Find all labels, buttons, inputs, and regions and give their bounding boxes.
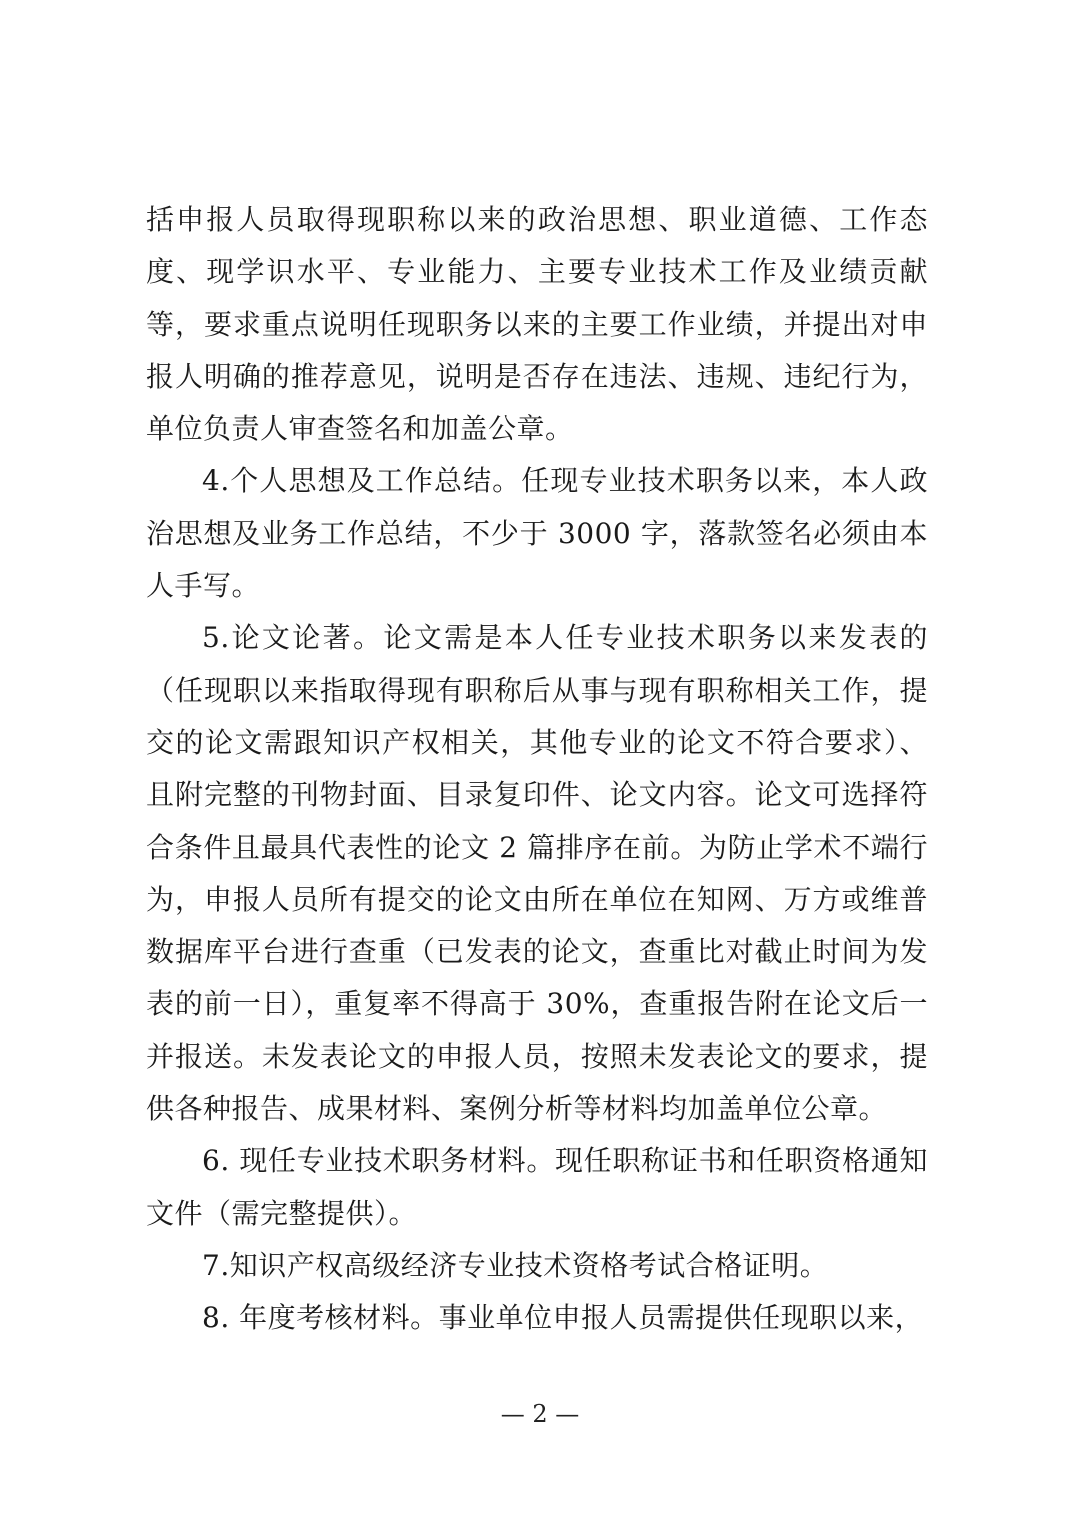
paragraph-item-5: 5.论文论著。论文需是本人任专业技术职务以来发表的（任现职以来指取得现有职称后从事与现有职称相关工作，提交的论文需跟知识产权相关，其他专业的论文不符合要求）、且附完整的刊物封面、目录复印件、论文内容。论文可选择符合条件且最具代表性的论文 2 篇排序在前。为防止学术不端行为，申报人员所有提交的论文由所在单位在知网、万方或维普数据库平台进行查重（已发表的论文，查重比对截止时间为发表的前一日），重复率不得高于 30%，查重报告附在论文后一并报送。未发表论文的申报人员，按照未发表论文的要求，提供各种报告、成果材料、案例分析等材料均加盖单位公章。 [146, 621, 928, 1126]
document-body [146, 194, 928, 1345]
page-number: — 2 — [500, 1400, 580, 1428]
paragraph-item-7: 7.知识产权高级经济专业技术资格考试合格证明。 [202, 1248, 829, 1282]
paragraph-item-4: 4.个人思想及工作总结。任现专业技术职务以来，本人政治思想及业务工作总结，不少于 3000 字，落款签名必须由本人手写。 [146, 464, 928, 603]
paragraph-continued: 括申报人员取得现职称以来的政治思想、职业道德、工作态度、现学识水平、专业能力、主要专业技术工作及业绩贡献等，要求重点说明任现职务以来的主要工作业绩，并提出对申报人明确的推荐意见，说明是否存在违法、违规、违纪行为，单位负责人审查签名和加盖公章。 [146, 203, 928, 446]
paragraph-item-6: 6. 现任专业技术职务材料。现任职称证书和任职资格通知文件（需完整提供）。 [146, 1144, 928, 1230]
paragraph-item-8: 8. 年度考核材料。事业单位申报人员需提供任现职以来， [202, 1301, 924, 1335]
